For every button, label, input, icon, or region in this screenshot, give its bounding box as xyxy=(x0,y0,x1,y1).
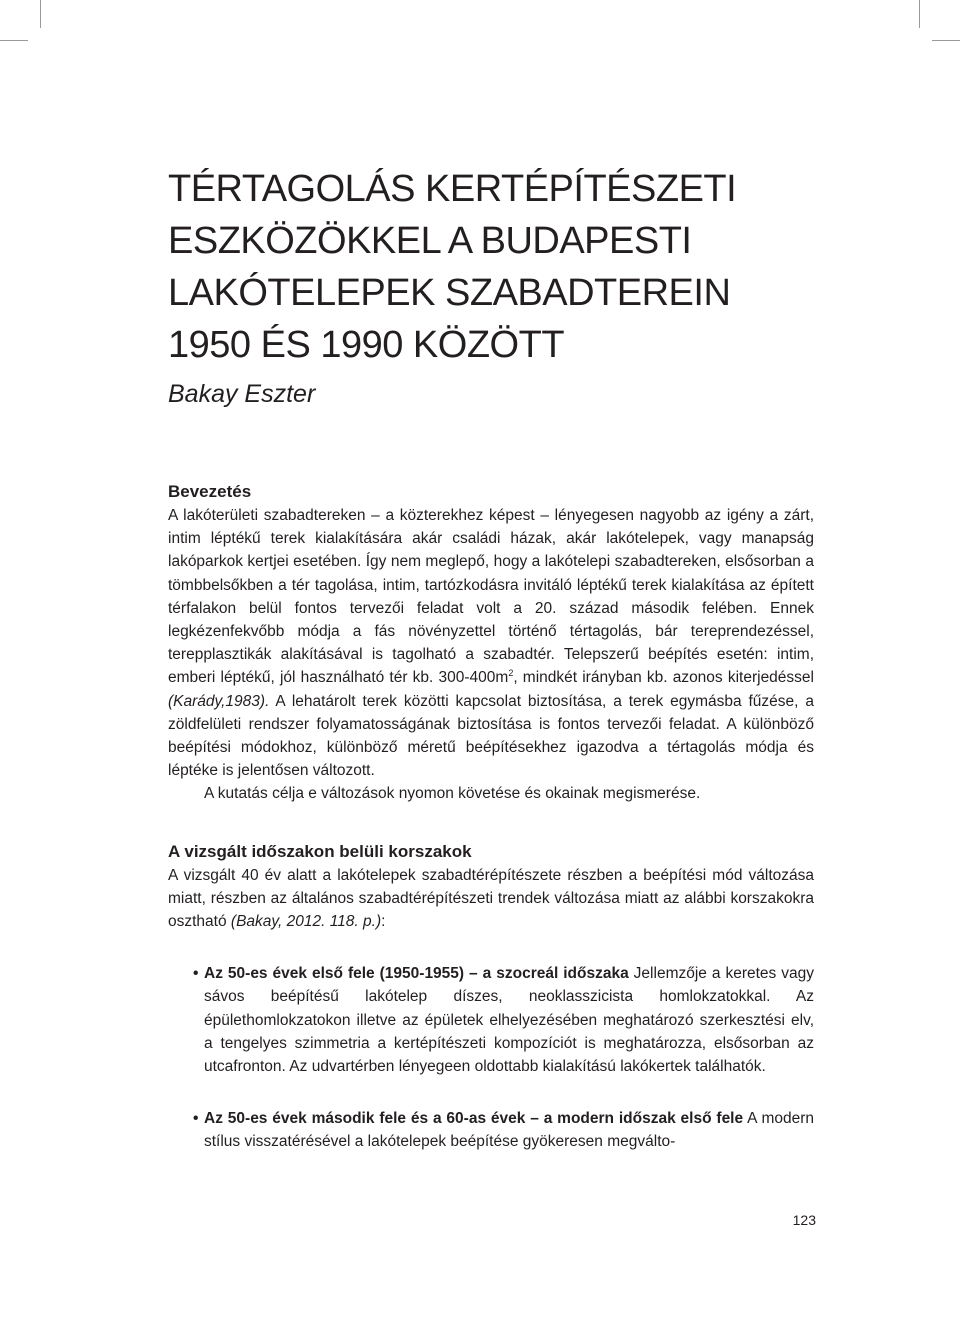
citation: (Bakay, 2012. 118. p.) xyxy=(230,913,382,931)
crop-mark-top-right xyxy=(919,0,920,28)
bullet-icon: • xyxy=(193,965,199,983)
page-number: 123 xyxy=(792,1212,816,1228)
intro-text: A lehatárolt terek közötti kapcsolat biztosítása, a terek egymásba fűzése, a zöldfelületi rendszer folyamatosságának biztosítása is fontos tervezői feladat. A különböző beépítési módokhoz, különböző méretű beépítésekhez igazodva a tértagolás módja és léptéke is jelentősen változott. xyxy=(168,692,814,780)
section-text: : xyxy=(381,913,386,931)
list-item xyxy=(168,1107,814,1153)
list-item-text: A modern stílus visszatérésével a lakótelepek beépítése gyökeresen megválto- xyxy=(204,1110,814,1151)
intro-paragraph-aim: A kutatás célja e változások nyomon követése és okainak megismerése. xyxy=(204,785,701,803)
intro-heading: Bevezetés xyxy=(168,482,252,501)
intro-text: A lakóterületi szabadtereken – a közterekhez képest – lényegesen nagyobb az igény a zárt, intim léptékű terek kialakítására akár családi házak, akár lakótelepek, vagy manapság lakóparkok kertjei esetében. Így nem meglepő, hogy a lakótelepi szabadtereken, elsősorban a tömbbelsőkben a tér tagolása, intim, tartózkodásra invitáló léptékű terek kialakítása az épített térfalakon belül fontos tervezői feladat volt a 20. század második felében. Ennek legkézenfekvőbb módja a fás növényzettel történő tértagolás, bár tereprendezéssel, terepplasztikák alakításával is tagolható a szabadtér. Telepszerű beépítés esetén: intim, emberi léptékű, jól használható tér kb. 300-400m xyxy=(168,507,814,687)
title-line: 1950 ÉS 1990 KÖZÖTT xyxy=(168,324,565,366)
superscript: 2 xyxy=(508,668,514,679)
list-item-title: Az 50-es évek első fele (1950-1955) – a szocreál időszaka xyxy=(204,965,629,983)
crop-mark-right-top xyxy=(932,40,960,41)
crop-mark-top-left xyxy=(40,0,41,28)
intro-text: , mindkét irányban kb. azonos kiterjedéssel xyxy=(513,669,814,687)
section-text: A vizsgált 40 év alatt a lakótelepek szabadtérépítészete részben a beépítési mód változása miatt, részben az általános szabadtérépítészeti trendek változása miatt az alábbi korszakokra osztható xyxy=(168,866,814,931)
title-line: LAKÓTELEPEK SZABADTEREIN xyxy=(168,272,731,314)
citation: (Karády,1983). xyxy=(168,692,270,710)
article-title xyxy=(168,163,736,371)
crop-mark-left-top xyxy=(0,40,28,41)
period-list xyxy=(168,962,814,1153)
intro-paragraph xyxy=(168,504,814,782)
section-heading: A vizsgált időszakon belüli korszakok xyxy=(168,841,472,861)
list-item-text: Jellemzője a keretes vagy sávos beépítésű lakótelep díszes, neoklasszicista homlokzatokkal. Az épülethomlokzatokon illetve az épületek elhelyezésében meghatározó szerkesztési elv, a tengelyes szimmetria a kertépítészeti kompozíciót is meghatározza, elsősorban az utcafronton. Az udvartérben lényegeen oldottabb kialakítású lakókertek találhatók. xyxy=(204,965,815,1076)
title-line: TÉRTAGOLÁS KERTÉPÍTÉSZETI xyxy=(168,168,737,210)
article-body xyxy=(168,480,814,1154)
bullet-icon: • xyxy=(193,1110,199,1128)
list-item-title: Az 50-es évek második fele és a 60-as évek – a modern időszak első fele xyxy=(204,1110,744,1128)
list-item xyxy=(168,962,814,1078)
title-line: ESZKÖZÖKKEL A BUDAPESTI xyxy=(168,220,692,262)
section-paragraph xyxy=(168,864,814,934)
author-name: Bakay Eszter xyxy=(168,380,316,408)
